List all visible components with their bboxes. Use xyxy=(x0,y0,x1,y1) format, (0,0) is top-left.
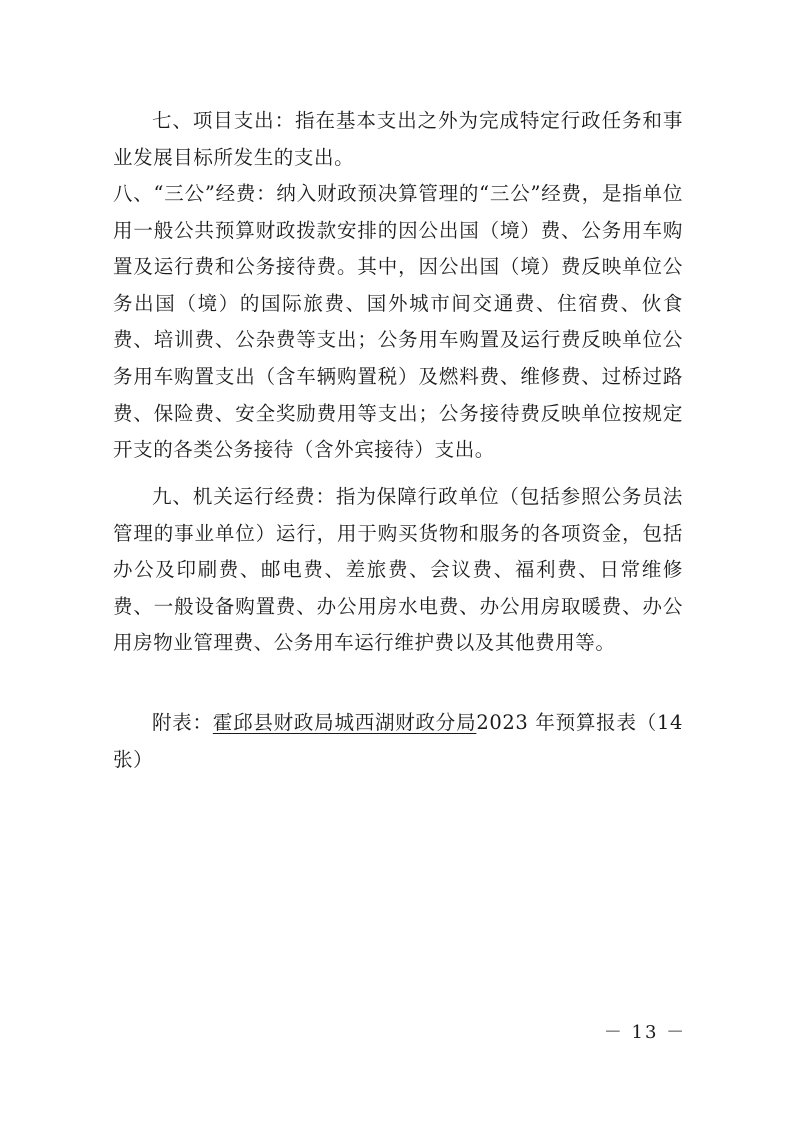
attachment-agency-link[interactable]: 霍邱县财政局城西湖财政分局 xyxy=(212,711,477,734)
attachment-prefix: 附表： xyxy=(152,711,213,734)
paragraph-agency-operating-expenses: 九、机关运行经费：指为保障行政单位（包括参照公务员法管理的事业单位）运行，用于购买货物和服务的各项资金，包括办公及印刷费、邮电费、差旅费、会议费、福利费、日常维修费、一般设备购置费、办公用房水电费、办公用房取暖费、办公用房物业管理费、公务用车运行维护费以及其他费用等。 xyxy=(113,485,683,655)
paragraph-project-expenditure: 七、项目支出：指在基本支出之外为完成特定行政任务和事业发展目标所发生的支出。 xyxy=(113,109,683,169)
attachment-note xyxy=(113,705,683,778)
paragraph-three-public-expenses: 八、“三公”经费：纳入财政预决算管理的“三公”经费，是指单位用一般公共预算财政拨款安排的因公出国（境）费、公务用车购置及运行费和公务接待费。其中，因公出国（境）费反映单位公务出国（境）的国际旅费、国外城市间交通费、住宿费、伙食费、培训费、公杂费等支出；公务用车购置及运行费反映单位公务用车购置支出（含车辆购置税）及燃料费、维修费、过桥过路费、保险费、安全奖励费用等支出；公务接待费反映单位按规定开支的各类公务接待（含外宾接待）支出。 xyxy=(113,182,683,462)
page-number: － 13 － xyxy=(603,1022,687,1043)
attachment-suffix: 2023 年预算报表（14 张） xyxy=(113,711,683,771)
